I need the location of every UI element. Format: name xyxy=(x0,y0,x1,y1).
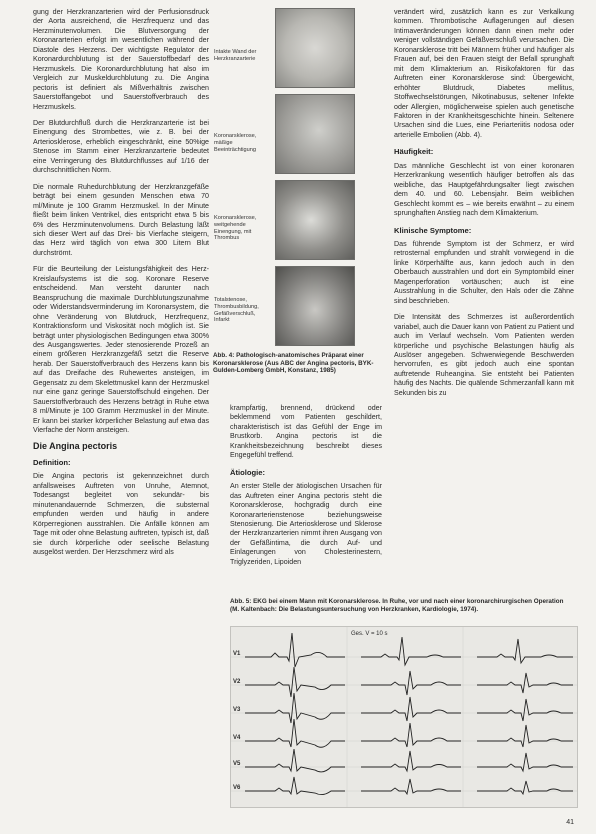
paragraph: Das männliche Geschlecht ist von einer koronaren Herzerkrankung wesentlich häufiger betroffen als das weibliche, das Hauptgefährdungsalter liegt zwischen dem 40. und 60. Lebensjahr. Beim weiblichen Geschlecht kommt es – wie bereits erwähnt – zu einem sprunghaften Anstieg nach dem Klimakterium. xyxy=(394,161,574,218)
subheading-haeufigkeit: Häufigkeit: xyxy=(394,147,434,157)
figure-4-caption: Abb. 4: Pathologisch-anatomisches Präparat einer Koronarsklerose (Aus ABC der Angina pectoris, BYK-Gulden-Lomberg GmbH, Konstanz, 1985) xyxy=(213,352,374,375)
micrograph-image xyxy=(214,180,355,260)
ecg-lead-label: V2 xyxy=(233,679,241,685)
micrograph-label: Koronarsklerose, weitgehende Einengung, mit Thrombus xyxy=(214,215,257,242)
ecg-lead-label: V1 xyxy=(233,651,241,657)
micrograph-label: Intakte Wand der Herzkranzarterie xyxy=(214,49,257,62)
ecg-speed-label: Ges. V = 10 s xyxy=(351,631,388,637)
paragraph: An erster Stelle der ätiologischen Ursachen für das Auftreten einer Angina pectoris steht die Koronarsklerose, hochgradig durch eine Koronararterienstenose beziehungsweise Stenosierung. Die Arteriosklerose und Sklerose der Herzkranzarterien nimmt ihren Ausgang von der Gefäßintima, die durch Auf- und Einlagerungen von Cholesterinestern, Triglyzeriden, Lipoiden xyxy=(230,482,382,566)
section-heading-angina: Die Angina pectoris xyxy=(33,441,118,452)
micrograph-image xyxy=(214,266,355,346)
paragraph: Die Angina pectoris ist gekennzeichnet durch anfallsweises Auftreten von Unruhe, Atemnot, Todesangst begleitet von sekundär- bis minutenandauernde Schmerzen, die substernal empfunden werden und häufig in andere Körperregionen ausstrahlen. Die Anfälle können am Tage mit oder ohne Belastung auftreten, typisch ist, daß sie durch körperliche oder seelische Belastung ausgelöst werden. Der Herzschmerz wird als xyxy=(33,472,209,557)
right-text-column xyxy=(394,8,574,405)
paragraph: krampfartig, brennend, drückend oder beklemmend vom Patienten geschildert, charakteristisch ist das Gefühl der Enge im Brustkorb. Angina pectoris ist die Krankheitsbezeichnung beschreibt dieses Engegefühl treffend. xyxy=(230,404,382,460)
micrograph-image xyxy=(214,94,355,174)
ecg-strip xyxy=(230,626,578,808)
paragraph: Die normale Ruhedurchblutung der Herzkranzgefäße beträgt bei einem gesunden Menschen etwa 70 ml/Minute je 100 Gramm Herzmuskel. In der Minute fließt beim linken Ventrikel, dies entspricht etwa 5 bis 6% des Herzminutenvolumens. Durch Belastung läßt sich dieser Wert auf das Drei- bis Vierfache steigern, das Herz wird täglich von etwa 300 Litern Blut durchströmt. xyxy=(33,182,209,257)
subheading-definition: Definition: xyxy=(33,457,71,467)
figure-5 xyxy=(230,598,576,808)
page-number: 41 xyxy=(566,819,574,826)
figure-5-caption: Abb. 5: EKG bei einem Mann mit Koronarsklerose. In Ruhe, vor und nach einer koronarchirurgischen Operation (M. Kaltenbach: Die Belastungsuntersuchung von Herzkranken, Kardiologie, 1974). xyxy=(230,598,564,613)
ecg-lead-label: V3 xyxy=(233,707,241,713)
ecg-lead-label: V6 xyxy=(233,785,241,791)
subheading-symptome: Klinische Symptome: xyxy=(394,225,472,235)
paragraph: verändert wird, zusätzlich kann es zur Verkalkung kommen. Thrombotische Auflagerungen auf diesen Intimaveränderungen können dann einen mehr oder weniger vollständigen Gefäßverschluß verursachen. Die Koronarsklerose tritt bei Männern früher und häufiger als Frauen auf, bei den Frauen steigt der Befall sprunghaft mit dem Klimakterium an. Risikofaktoren für das Auftreten einer Koronarsklerose sind: Übergewicht, erhöhter Blutdruck, Diabetes mellitus, Stoffwechselstörungen, Nikotinabusus, seltener Infekte oder Allergien, möglicherweise spielen auch genetische Faktoren in der Krankheitsgeschichte hinein. Seltenere Ursachen sind die Lues, eine Periarteriitis nodosa oder arterielle Embolien (Abb. 4). xyxy=(394,8,574,139)
ecg-traces xyxy=(231,627,577,807)
micrograph-label: Totalstenose, Thrombusbildung, Gefäßverschluß, Infarkt xyxy=(214,297,259,324)
figure-4 xyxy=(213,8,388,375)
subheading-aetiologie: Ätiologie: xyxy=(230,467,266,477)
paragraph: Das führende Symptom ist der Schmerz, er wird retrosternal empfunden und strahlt vorwiegend in die linke Körperhälfte aus, kann jedoch auch in den Oberbauch ausstrahlen und dort ein Symptombild einer Magenperforation vortäuschen; auch ist eine Ausstrahlung in die Schulter, den Hals oder die Zähne sind beschrieben. xyxy=(394,239,574,305)
micrograph-label: Koronarsklerose, mäßige Beeinträchtigung xyxy=(214,133,257,153)
paragraph: Der Blutdurchfluß durch die Herzkranzarterie ist bei Einengung des Strombettes, wie z. B. bei der Arteriosklerose, erheblich eingeschränkt, eine 50%ige Stenose im Stamm einer Herzkranzarterie bedeutet eine Verringerung des Blutdurchflusses auf 1/16 der durchschnittlichen Norm. xyxy=(33,118,209,175)
paragraph: gung der Herzkranzarterien wird der Perfusionsdruck der Aorta ausreichend, die Herzfrequenz und das Herzminutenvolumen. Die Blutversorgung der Koronararterien erfolgt im wesentlichen während der Diastole des Herzens. Der wichtigste Regulator der Koronardurchblutung ist der Sauerstoffbedarf des Herzmuskels. Die Koronardurchblutung hat also im Vergleich zur Muskeldurchblutung zu. Die Angina pectoris ist definiert als Mißverhältnis zwischen Sauerstoffangebot und Sauerstoffverbrauch des Herzmuskels. xyxy=(33,8,209,111)
ecg-lead-label: V4 xyxy=(233,735,241,741)
middle-text-column xyxy=(230,404,382,574)
paragraph: Die Intensität des Schmerzes ist außerordentlich variabel, auch die Dauer kann von Patient zu Patient und auch im Verlauf wechseln. Vom Patienten werden körperliche und psychische Belastungen häufig als Auslöser angegeben. Schwerwiegende Beschwerden hervorrufen, es gibt jedoch auch eine spontan auftretende Ruheangina. Sie entsteht bei Patienten häufig des Nachts. Die quälende Schmerzanfall kann mit Sekunden bis zu xyxy=(394,313,574,397)
micrograph-image xyxy=(214,8,355,88)
left-text-column xyxy=(33,8,209,564)
ecg-lead-label: V5 xyxy=(233,761,241,767)
paragraph: Für die Beurteilung der Leistungsfähigkeit des Herz-Kreislaufsystems ist die sog. Koronare Reserve entscheidend. Man versteht darunter nach Beanspruchung die maximale Durchblutungszunahme oder Widerstandsverminderung im Koronarsystem, die ohne Veränderung von Blutdruck, Herzfrequenz, Kontraktionsform und Viskosität noch möglich ist. Sie beträgt unter physiologischen Bedingungen etwa 300% des Ausgangswertes. Jeder stenosierende Prozeß an einem größeren Herzkranzgefäß setzt die Reserve herab. Der Sauerstoffverbrauch des Herzens kann bis auf das Dreifache des Ruhewertes ansteigen, im Gegensatz zu dem Skelettmuskel kann der Herzmuskel nur eine ganz geringe Sauerstoffschuld eingehen. Der Sauerstoffverbrauch des Herzens beträgt in Ruhe etwa 8 ml/Minute je 100 Gramm Herzmuskel in der Minute. Er kann bei starker körperlicher Belastung auf etwa das Vierfache der Norm ansteigen. xyxy=(33,265,209,435)
